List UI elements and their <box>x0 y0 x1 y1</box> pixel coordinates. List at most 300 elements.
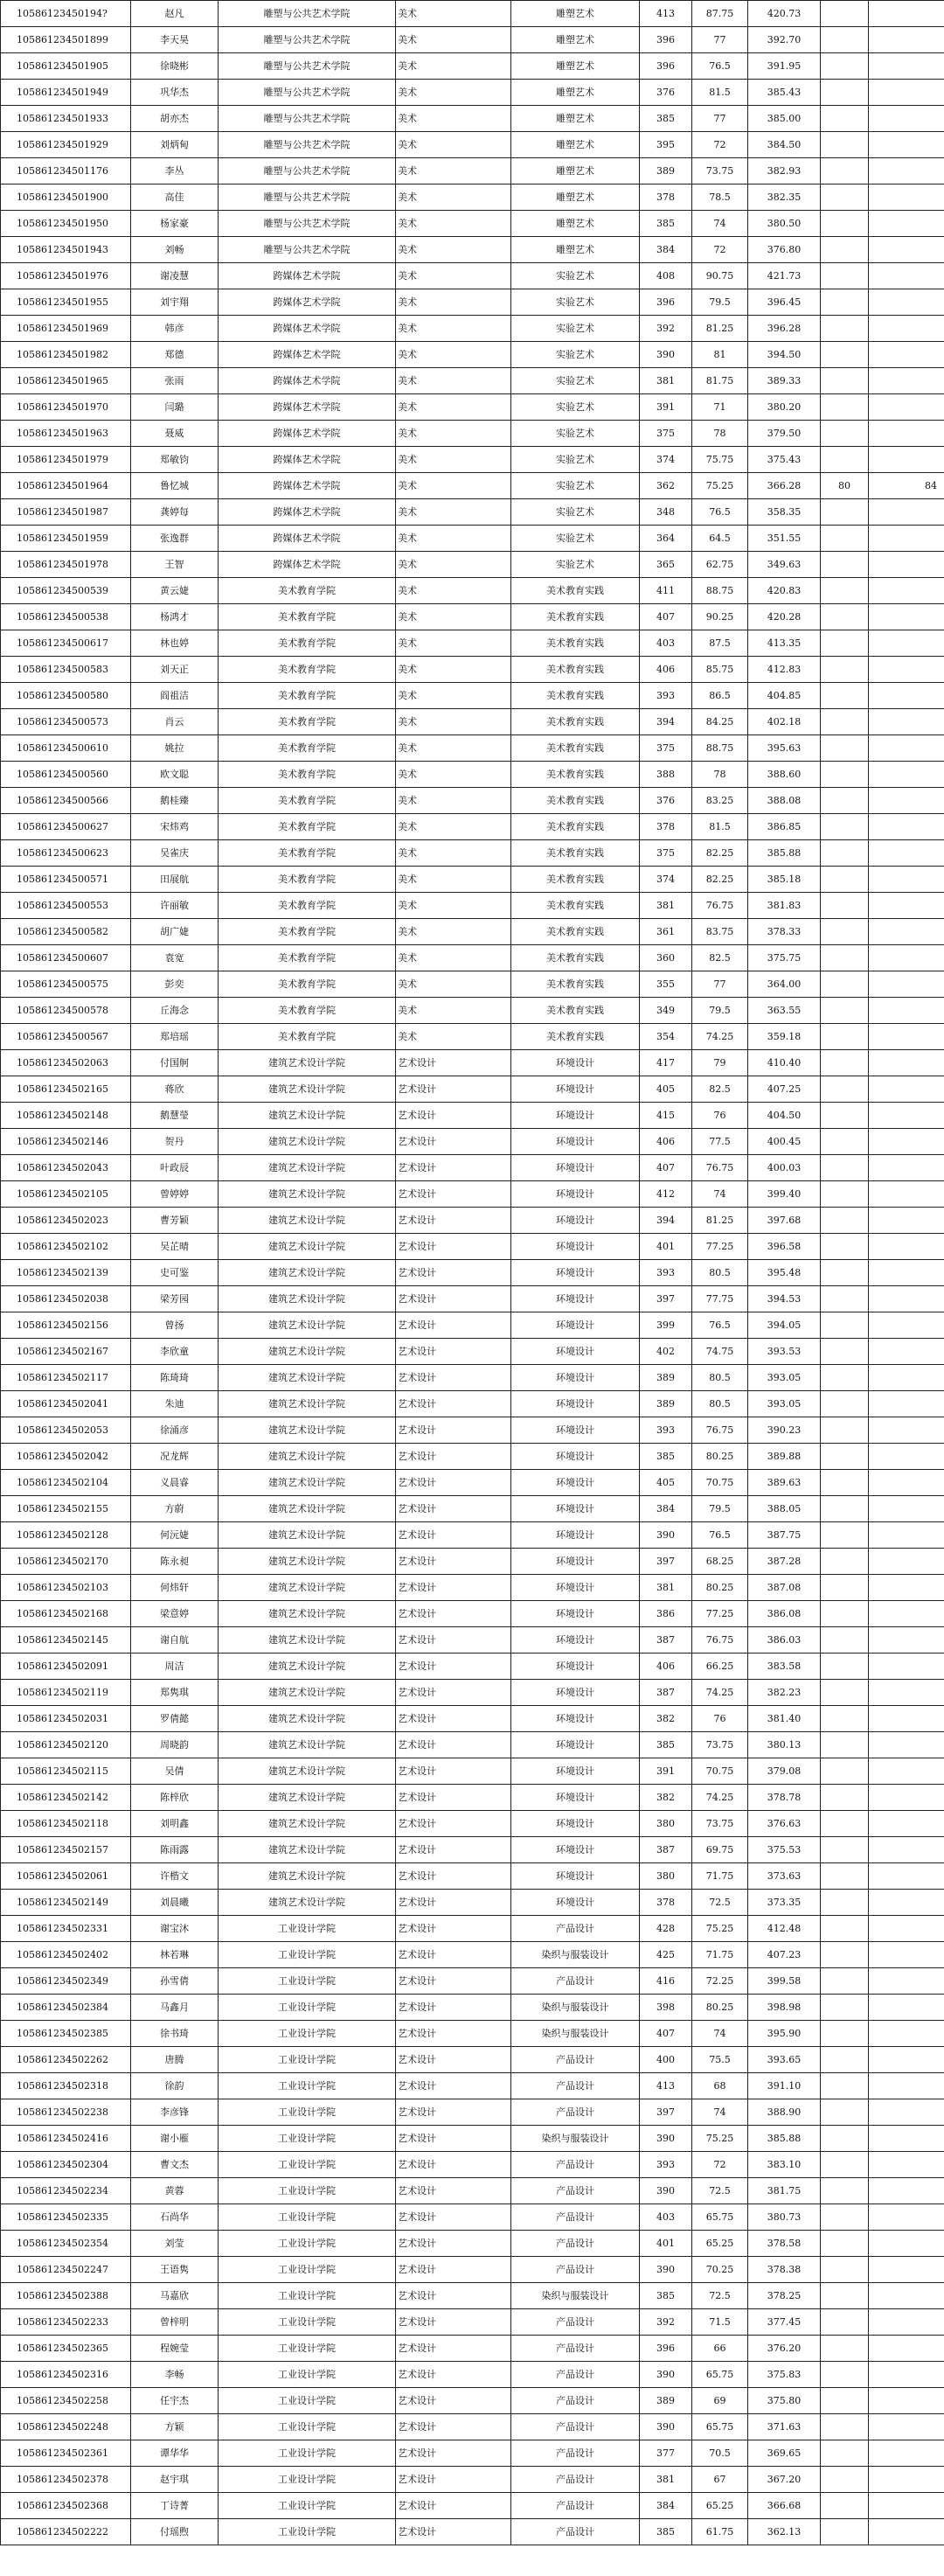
extra-cell-a <box>821 1312 869 1339</box>
extra-cell-b <box>869 1024 944 1050</box>
table-row <box>1 945 944 971</box>
extra-cell-a <box>821 106 869 132</box>
exam-id-cell: 105861234501943 <box>1 237 131 263</box>
major-cell: 产品设计 <box>511 2388 640 2414</box>
name-cell: 巩华杰 <box>131 80 219 106</box>
category-cell: 艺术设计 <box>396 2257 511 2283</box>
major-cell: 环境设计 <box>511 1129 640 1155</box>
exam-id-cell: 10586123450194? <box>1 1 131 27</box>
college-cell: 建筑艺术设计学院 <box>219 1339 396 1365</box>
table-row <box>1 2414 944 2440</box>
category-cell: 美术 <box>396 447 511 473</box>
exam-id-cell: 105861234500583 <box>1 657 131 683</box>
retest-score-cell: 74 <box>692 2099 748 2126</box>
prelim-score-cell: 355 <box>640 971 692 998</box>
total-score-cell: 391.10 <box>748 2073 821 2099</box>
total-score-cell: 379.08 <box>748 1758 821 1785</box>
exam-id-cell: 105861234501963 <box>1 421 131 447</box>
college-cell: 工业设计学院 <box>219 2467 396 2493</box>
exam-id-cell: 105861234501987 <box>1 499 131 526</box>
extra-cell-a <box>821 1522 869 1549</box>
total-score-cell: 402.18 <box>748 709 821 735</box>
name-cell: 丘海念 <box>131 998 219 1024</box>
extra-cell-a <box>821 1890 869 1916</box>
table-row <box>1 1391 944 1417</box>
extra-cell-a <box>821 2047 869 2073</box>
extra-cell-b <box>869 1680 944 1706</box>
major-cell: 产品设计 <box>511 2467 640 2493</box>
extra-cell-a <box>821 945 869 971</box>
college-cell: 工业设计学院 <box>219 2204 396 2231</box>
exam-id-cell: 105861234502318 <box>1 2073 131 2099</box>
prelim-score-cell: 396 <box>640 2336 692 2362</box>
retest-score-cell: 71.75 <box>692 1942 748 1968</box>
category-cell: 美术 <box>396 657 511 683</box>
table-row <box>1 1024 944 1050</box>
name-cell: 任宇杰 <box>131 2388 219 2414</box>
extra-cell-a <box>821 867 869 893</box>
extra-cell-a <box>821 1785 869 1811</box>
exam-id-cell: 105861234502384 <box>1 1995 131 2021</box>
prelim-score-cell: 390 <box>640 2362 692 2388</box>
college-cell: 建筑艺术设计学院 <box>219 1811 396 1837</box>
table-row <box>1 814 944 840</box>
prelim-score-cell: 407 <box>640 604 692 630</box>
exam-id-cell: 105861234501970 <box>1 394 131 421</box>
major-cell: 实验艺术 <box>511 263 640 289</box>
exam-id-cell: 105861234502038 <box>1 1286 131 1312</box>
retest-score-cell: 62.75 <box>692 552 748 578</box>
college-cell: 美术教育学院 <box>219 840 396 867</box>
total-score-cell: 396.28 <box>748 316 821 342</box>
major-cell: 美术教育实践 <box>511 1024 640 1050</box>
exam-id-cell: 105861234500553 <box>1 893 131 919</box>
prelim-score-cell: 381 <box>640 2467 692 2493</box>
retest-score-cell: 74.25 <box>692 1680 748 1706</box>
prelim-score-cell: 361 <box>640 919 692 945</box>
extra-cell-a <box>821 2440 869 2467</box>
prelim-score-cell: 428 <box>640 1916 692 1942</box>
category-cell: 美术 <box>396 630 511 657</box>
retest-score-cell: 81.5 <box>692 80 748 106</box>
major-cell: 环境设计 <box>511 1208 640 1234</box>
exam-id-cell: 105861234500560 <box>1 762 131 788</box>
extra-cell-a <box>821 1444 869 1470</box>
college-cell: 建筑艺术设计学院 <box>219 1076 396 1103</box>
college-cell: 建筑艺术设计学院 <box>219 1496 396 1522</box>
extra-cell-b <box>869 316 944 342</box>
exam-id-cell: 105861234502316 <box>1 2362 131 2388</box>
extra-cell-a <box>821 2519 869 2545</box>
extra-cell-b <box>869 867 944 893</box>
college-cell: 雕塑与公共艺术学院 <box>219 158 396 184</box>
total-score-cell: 351.55 <box>748 526 821 552</box>
college-cell: 跨媒体艺术学院 <box>219 447 396 473</box>
prelim-score-cell: 425 <box>640 1942 692 1968</box>
major-cell: 环境设计 <box>511 1496 640 1522</box>
extra-cell-a <box>821 1601 869 1627</box>
exam-id-cell: 105861234502031 <box>1 1706 131 1732</box>
extra-cell-b <box>869 1129 944 1155</box>
major-cell: 实验艺术 <box>511 342 640 368</box>
extra-cell-a <box>821 368 869 394</box>
total-score-cell: 375.75 <box>748 945 821 971</box>
extra-cell-b <box>869 447 944 473</box>
extra-cell-b <box>869 27 944 53</box>
category-cell: 艺术设计 <box>396 2309 511 2336</box>
name-cell: 陈梓欣 <box>131 1785 219 1811</box>
name-cell: 付瑶煦 <box>131 2519 219 2545</box>
extra-cell-a <box>821 1155 869 1181</box>
table-row <box>1 1654 944 1680</box>
exam-id-cell: 105861234501899 <box>1 27 131 53</box>
table-row <box>1 2440 944 2467</box>
prelim-score-cell: 393 <box>640 683 692 709</box>
table-row <box>1 1312 944 1339</box>
table-row <box>1 526 944 552</box>
total-score-cell: 420.83 <box>748 578 821 604</box>
name-cell: 赵凡 <box>131 1 219 27</box>
extra-cell-a <box>821 447 869 473</box>
exam-id-cell: 105861234502105 <box>1 1181 131 1208</box>
category-cell: 艺术设计 <box>396 1103 511 1129</box>
exam-id-cell: 105861234502149 <box>1 1890 131 1916</box>
extra-cell-b <box>869 2073 944 2099</box>
exam-id-cell: 105861234502119 <box>1 1680 131 1706</box>
name-cell: 龚婷每 <box>131 499 219 526</box>
name-cell: 曾婷婷 <box>131 1181 219 1208</box>
total-score-cell: 395.90 <box>748 2021 821 2047</box>
extra-cell-a <box>821 2309 869 2336</box>
retest-score-cell: 81.25 <box>692 1208 748 1234</box>
major-cell: 实验艺术 <box>511 526 640 552</box>
college-cell: 工业设计学院 <box>219 2257 396 2283</box>
extra-cell-a <box>821 1234 869 1260</box>
prelim-score-cell: 397 <box>640 1549 692 1575</box>
total-score-cell: 390.23 <box>748 1417 821 1444</box>
name-cell: 何炜轩 <box>131 1575 219 1601</box>
table-body <box>1 1 944 2545</box>
prelim-score-cell: 413 <box>640 1 692 27</box>
college-cell: 工业设计学院 <box>219 1968 396 1995</box>
name-cell: 何沅婕 <box>131 1522 219 1549</box>
category-cell: 艺术设计 <box>396 1995 511 2021</box>
extra-cell-a <box>821 1076 869 1103</box>
extra-cell-a <box>821 788 869 814</box>
extra-cell-b <box>869 2204 944 2231</box>
name-cell: 刘晨曦 <box>131 1890 219 1916</box>
college-cell: 建筑艺术设计学院 <box>219 1706 396 1732</box>
name-cell: 刘宇翔 <box>131 289 219 316</box>
exam-id-cell: 105861234501976 <box>1 263 131 289</box>
exam-id-cell: 105861234501955 <box>1 289 131 316</box>
total-score-cell: 389.33 <box>748 368 821 394</box>
name-cell: 许丽敏 <box>131 893 219 919</box>
name-cell: 韩彦 <box>131 316 219 342</box>
exam-id-cell: 105861234500582 <box>1 919 131 945</box>
prelim-score-cell: 349 <box>640 998 692 1024</box>
major-cell: 美术教育实践 <box>511 762 640 788</box>
retest-score-cell: 79.5 <box>692 1496 748 1522</box>
college-cell: 美术教育学院 <box>219 578 396 604</box>
college-cell: 建筑艺术设计学院 <box>219 1286 396 1312</box>
extra-cell-a <box>821 814 869 840</box>
extra-cell-a <box>821 1732 869 1758</box>
retest-score-cell: 82.25 <box>692 840 748 867</box>
extra-cell-a <box>821 998 869 1024</box>
name-cell: 谢凌慧 <box>131 263 219 289</box>
category-cell: 艺术设计 <box>396 2493 511 2519</box>
name-cell: 吴倩 <box>131 1758 219 1785</box>
extra-cell-a <box>821 1365 869 1391</box>
total-score-cell: 376.20 <box>748 2336 821 2362</box>
prelim-score-cell: 396 <box>640 289 692 316</box>
total-score-cell: 387.75 <box>748 1522 821 1549</box>
college-cell: 雕塑与公共艺术学院 <box>219 1 396 27</box>
table-row <box>1 1863 944 1890</box>
prelim-score-cell: 390 <box>640 2414 692 2440</box>
name-cell: 高佳 <box>131 184 219 211</box>
total-score-cell: 393.65 <box>748 2047 821 2073</box>
table-row <box>1 1811 944 1837</box>
category-cell: 美术 <box>396 867 511 893</box>
total-score-cell: 378.38 <box>748 2257 821 2283</box>
total-score-cell: 380.13 <box>748 1732 821 1758</box>
extra-cell-b <box>869 1968 944 1995</box>
exam-id-cell: 105861234500617 <box>1 630 131 657</box>
exam-id-cell: 105861234501933 <box>1 106 131 132</box>
exam-id-cell: 105861234502118 <box>1 1811 131 1837</box>
category-cell: 美术 <box>396 998 511 1024</box>
major-cell: 环境设计 <box>511 1758 640 1785</box>
retest-score-cell: 65.25 <box>692 2493 748 2519</box>
total-score-cell: 385.00 <box>748 106 821 132</box>
exam-id-cell: 105861234502402 <box>1 1942 131 1968</box>
retest-score-cell: 83.75 <box>692 919 748 945</box>
table-row <box>1 237 944 263</box>
college-cell: 美术教育学院 <box>219 683 396 709</box>
total-score-cell: 385.88 <box>748 2126 821 2152</box>
retest-score-cell: 75.75 <box>692 447 748 473</box>
extra-cell-b <box>869 840 944 867</box>
extra-cell-b <box>869 1706 944 1732</box>
prelim-score-cell: 376 <box>640 80 692 106</box>
total-score-cell: 378.25 <box>748 2283 821 2309</box>
name-cell: 刘畅 <box>131 237 219 263</box>
category-cell: 美术 <box>396 499 511 526</box>
prelim-score-cell: 381 <box>640 1575 692 1601</box>
retest-score-cell: 65.75 <box>692 2204 748 2231</box>
retest-score-cell: 80.25 <box>692 1444 748 1470</box>
table-row <box>1 2178 944 2204</box>
major-cell: 环境设计 <box>511 1312 640 1339</box>
major-cell: 美术教育实践 <box>511 867 640 893</box>
retest-score-cell: 76.5 <box>692 1522 748 1549</box>
retest-score-cell: 80.5 <box>692 1365 748 1391</box>
prelim-score-cell: 405 <box>640 1470 692 1496</box>
retest-score-cell: 86.5 <box>692 683 748 709</box>
prelim-score-cell: 382 <box>640 1785 692 1811</box>
table-row <box>1 1103 944 1129</box>
college-cell: 美术教育学院 <box>219 630 396 657</box>
category-cell: 美术 <box>396 683 511 709</box>
exam-id-cell: 105861234501900 <box>1 184 131 211</box>
category-cell: 艺术设计 <box>396 2440 511 2467</box>
retest-score-cell: 76.75 <box>692 1627 748 1654</box>
retest-score-cell: 70.5 <box>692 2440 748 2467</box>
exam-id-cell: 105861234502120 <box>1 1732 131 1758</box>
name-cell: 陈雨露 <box>131 1837 219 1863</box>
exam-id-cell: 105861234502156 <box>1 1312 131 1339</box>
college-cell: 工业设计学院 <box>219 2519 396 2545</box>
table-row <box>1 368 944 394</box>
prelim-score-cell: 407 <box>640 1155 692 1181</box>
total-score-cell: 382.93 <box>748 158 821 184</box>
extra-cell-b <box>869 1785 944 1811</box>
category-cell: 艺术设计 <box>396 1181 511 1208</box>
category-cell: 艺术设计 <box>396 1208 511 1234</box>
name-cell: 胡广婕 <box>131 919 219 945</box>
retest-score-cell: 76.5 <box>692 53 748 80</box>
prelim-score-cell: 392 <box>640 316 692 342</box>
college-cell: 雕塑与公共艺术学院 <box>219 237 396 263</box>
exam-id-cell: 105861234502222 <box>1 2519 131 2545</box>
major-cell: 产品设计 <box>511 2493 640 2519</box>
category-cell: 艺术设计 <box>396 1785 511 1811</box>
name-cell: 李欣童 <box>131 1339 219 1365</box>
college-cell: 美术教育学院 <box>219 788 396 814</box>
college-cell: 美术教育学院 <box>219 1024 396 1050</box>
name-cell: 李天昊 <box>131 27 219 53</box>
prelim-score-cell: 354 <box>640 1024 692 1050</box>
prelim-score-cell: 406 <box>640 657 692 683</box>
major-cell: 产品设计 <box>511 1916 640 1942</box>
major-cell: 实验艺术 <box>511 289 640 316</box>
retest-score-cell: 74 <box>692 211 748 237</box>
extra-cell-b <box>869 2440 944 2467</box>
exam-id-cell: 105861234502247 <box>1 2257 131 2283</box>
major-cell: 实验艺术 <box>511 421 640 447</box>
category-cell: 艺术设计 <box>396 1706 511 1732</box>
prelim-score-cell: 384 <box>640 1496 692 1522</box>
table-row <box>1 1942 944 1968</box>
table-row <box>1 2204 944 2231</box>
total-score-cell: 400.45 <box>748 1129 821 1155</box>
major-cell: 环境设计 <box>511 1155 640 1181</box>
retest-score-cell: 87.75 <box>692 1 748 27</box>
extra-cell-b <box>869 1863 944 1890</box>
table-row <box>1 2467 944 2493</box>
retest-score-cell: 72.5 <box>692 2283 748 2309</box>
total-score-cell: 380.50 <box>748 211 821 237</box>
table-row <box>1 1706 944 1732</box>
name-cell: 郑培瑶 <box>131 1024 219 1050</box>
college-cell: 工业设计学院 <box>219 2178 396 2204</box>
major-cell: 产品设计 <box>511 2073 640 2099</box>
name-cell: 史可鉴 <box>131 1260 219 1286</box>
name-cell: 曹芳颖 <box>131 1208 219 1234</box>
total-score-cell: 393.05 <box>748 1391 821 1417</box>
college-cell: 美术教育学院 <box>219 762 396 788</box>
extra-cell-b <box>869 184 944 211</box>
total-score-cell: 389.63 <box>748 1470 821 1496</box>
total-score-cell: 388.90 <box>748 2099 821 2126</box>
table-row <box>1 2152 944 2178</box>
retest-score-cell: 61.75 <box>692 2519 748 2545</box>
retest-score-cell: 81.5 <box>692 814 748 840</box>
category-cell: 艺术设计 <box>396 1863 511 1890</box>
major-cell: 环境设计 <box>511 1601 640 1627</box>
major-cell: 产品设计 <box>511 2336 640 2362</box>
retest-score-cell: 80.25 <box>692 1995 748 2021</box>
table-row <box>1 211 944 237</box>
total-score-cell: 397.68 <box>748 1208 821 1234</box>
college-cell: 建筑艺术设计学院 <box>219 1627 396 1654</box>
college-cell: 美术教育学院 <box>219 604 396 630</box>
name-cell: 许楷文 <box>131 1863 219 1890</box>
extra-cell-b <box>869 2231 944 2257</box>
extra-cell-a <box>821 840 869 867</box>
prelim-score-cell: 408 <box>640 263 692 289</box>
category-cell: 美术 <box>396 158 511 184</box>
major-cell: 实验艺术 <box>511 473 640 499</box>
category-cell: 艺术设计 <box>396 2283 511 2309</box>
table-row <box>1 1339 944 1365</box>
retest-score-cell: 76 <box>692 1706 748 1732</box>
college-cell: 建筑艺术设计学院 <box>219 1785 396 1811</box>
extra-cell-b <box>869 2519 944 2545</box>
retest-score-cell: 77.5 <box>692 1129 748 1155</box>
total-score-cell: 384.50 <box>748 132 821 158</box>
name-cell: 杨家豪 <box>131 211 219 237</box>
name-cell: 张逸群 <box>131 526 219 552</box>
exam-id-cell: 105861234500566 <box>1 788 131 814</box>
total-score-cell: 382.35 <box>748 184 821 211</box>
college-cell: 跨媒体艺术学院 <box>219 421 396 447</box>
exam-id-cell: 105861234502041 <box>1 1391 131 1417</box>
prelim-score-cell: 385 <box>640 2519 692 2545</box>
extra-cell-a <box>821 80 869 106</box>
total-score-cell: 379.50 <box>748 421 821 447</box>
total-score-cell: 394.05 <box>748 1312 821 1339</box>
prelim-score-cell: 365 <box>640 552 692 578</box>
major-cell: 环境设计 <box>511 1444 640 1470</box>
extra-cell-a: 80 <box>821 473 869 499</box>
exam-id-cell: 105861234500610 <box>1 735 131 762</box>
name-cell: 义晨睿 <box>131 1470 219 1496</box>
total-score-cell: 407.23 <box>748 1942 821 1968</box>
major-cell: 美术教育实践 <box>511 998 640 1024</box>
table-row <box>1 342 944 368</box>
name-cell: 谢小雁 <box>131 2126 219 2152</box>
college-cell: 工业设计学院 <box>219 2047 396 2073</box>
exam-id-cell: 105861234502042 <box>1 1444 131 1470</box>
college-cell: 工业设计学院 <box>219 2309 396 2336</box>
prelim-score-cell: 397 <box>640 2099 692 2126</box>
exam-id-cell: 105861234502043 <box>1 1155 131 1181</box>
major-cell: 环境设计 <box>511 1837 640 1863</box>
table-row <box>1 2099 944 2126</box>
extra-cell-a <box>821 2493 869 2519</box>
category-cell: 艺术设计 <box>396 1601 511 1627</box>
retest-score-cell: 75.25 <box>692 2126 748 2152</box>
retest-score-cell: 88.75 <box>692 578 748 604</box>
college-cell: 跨媒体艺术学院 <box>219 316 396 342</box>
extra-cell-b <box>869 53 944 80</box>
category-cell: 艺术设计 <box>396 2152 511 2178</box>
name-cell: 孙雪倩 <box>131 1968 219 1995</box>
category-cell: 艺术设计 <box>396 2362 511 2388</box>
